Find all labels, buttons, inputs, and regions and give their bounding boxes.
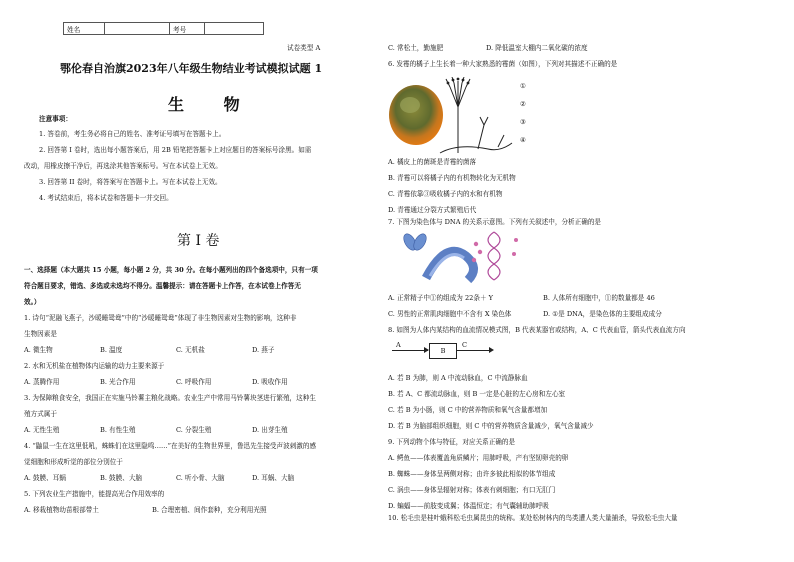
option: A. 蒸腾作用 — [24, 378, 60, 386]
dna-helix — [488, 232, 500, 280]
option: C. 涡虫——身体呈辐射对称；体表有刺细胞；有口无肛门 — [388, 486, 556, 494]
section-line: 一、选择题（本大题共 15 小题，每小题 2 分，共 30 分。在每小题列出的四个备选项中，只有一项 — [24, 266, 318, 274]
section-line: 符合题目要求，错选、多选或未选均不得分。温馨提示：请在答题卡上作答，在本试卷上作答无 — [24, 282, 301, 290]
option: A. 橘皮上的菌斑是青霉的菌落 — [388, 158, 477, 166]
section-line: 效。） — [24, 298, 41, 306]
question-2: 2. 水和无机盐在植物体内运输的动力主要来源于 — [24, 362, 165, 370]
option: D. 蝙蝠——前肢变成翼；体温恒定；有气囊辅助肺呼吸 — [388, 502, 549, 510]
penicillium-drawing — [440, 77, 512, 153]
option: D. 耳蜗、大脑 — [252, 474, 295, 482]
subject-title: 生 物 — [168, 95, 242, 114]
option: A. 正常精子中①的组成为 22条＋ Y — [388, 294, 494, 302]
figure-label: ① — [520, 82, 526, 90]
volume-heading: 第 I 卷 — [177, 233, 220, 249]
option: B. 合理密植、间作套种，充分利用光照 — [152, 506, 267, 514]
question-1-cont: 生物因素是 — [24, 330, 57, 338]
option: B. 光合作用 — [100, 378, 136, 386]
option: A. 鼓膜、耳蜗 — [24, 474, 66, 482]
option: C. 男性的正常肌肉细胞中不含有 X 染色体 — [388, 310, 512, 318]
option: A. 鳄鱼——体表覆盖角质鳞片；用肺呼吸，产有坚韧卵壳的卵 — [388, 454, 569, 462]
option: A. 微生物 — [24, 346, 53, 354]
option: B. 鼓膜、大脑 — [100, 474, 143, 482]
option: D. 青霉通过分裂方式繁殖后代 — [388, 206, 477, 214]
option: C. 无机盐 — [176, 346, 205, 354]
question-3-cont: 殖方式属于 — [24, 410, 57, 418]
option: D. 降低温室大棚内二氧化碳的浓度 — [486, 44, 588, 52]
note-item: 1. 答卷前，考生务必将自己的姓名、准考证号填写在答题卡上。 — [39, 130, 226, 138]
option: A. 无性生殖 — [24, 426, 60, 434]
option: B. 温度 — [100, 346, 123, 354]
blood-flow-figure — [390, 341, 495, 359]
option: A. 移栽植物幼苗根部带土 — [24, 506, 99, 514]
question-8: 8. 如图为人体内某结构的血流情况模式图，B 代表某器官或结构，A、C 代表血管，箭头代表血流方向 — [388, 326, 686, 334]
name-field[interactable] — [105, 23, 170, 35]
name-label: 姓名 — [64, 23, 105, 35]
option: B. 青霉可以将橘子内的有机物转化为无机物 — [388, 174, 516, 182]
option: B. 人体所有细胞中，①的数量都是 46 — [543, 294, 655, 302]
option: D. 吸收作用 — [252, 378, 288, 386]
question-3: 3. 为保障粮食安全，我国正在实施马铃薯主粮化战略。农业生产中常用马铃薯块茎进行繁殖，这种生 — [24, 394, 316, 402]
organ-b-box: B — [429, 343, 457, 359]
option: D. 若 B 为脑部组织细胞，则 C 中的营养物质含量减少，氧气含量减少 — [388, 422, 594, 430]
question-1: 1. 诗句“泥融飞燕子，沙暖睡鸳鸯”中的“沙暖睡鸳鸯”体现了非生物因素对生物的影响，这种非 — [24, 314, 297, 322]
option: B. 若 A、C 都流动脉血，则 B 一定是心脏的左心房和左心室 — [388, 390, 566, 398]
option: D. 燕子 — [252, 346, 275, 354]
question-6: 6. 发霉的橘子上生长着一种大家熟悉的霉菌（如图），下列对其描述不正确的是 — [388, 60, 618, 68]
figure-label: ④ — [520, 136, 526, 144]
orange-image — [389, 85, 443, 145]
option: D. ①是 DNA，是染色体的主要组成成分 — [543, 310, 662, 318]
chromosome-dna-figure — [396, 230, 524, 286]
option: C. 听小骨、大脑 — [176, 474, 225, 482]
option: B. 有性生殖 — [100, 426, 136, 434]
option: D. 出芽生殖 — [252, 426, 288, 434]
note-item: 改动，用橡皮擦干净后，再选涂其他答案标号。写在本试卷上无效。 — [24, 162, 222, 170]
exam-no-label: 考号 — [170, 23, 205, 35]
figure-label: ③ — [520, 118, 526, 126]
notes-heading: 注意事项： — [39, 115, 72, 123]
question-5: 5. 下列农业生产措施中，能提高光合作用效率的 — [24, 490, 165, 498]
question-4-cont: 觉细胞和形成听觉的部位分别位于 — [24, 458, 123, 466]
question-7: 7. 下图为染色体与 DNA 的关系示意图。下列有关叙述中，分析正确的是 — [388, 218, 602, 226]
option: A. 若 B 为肺，则 A 中流动脉血，C 中流静脉血 — [388, 374, 528, 382]
question-9: 9. 下列动物个体与特征，对应关系正确的是 — [388, 438, 516, 446]
note-item: 2. 回答第 I 卷时，选出每小题答案后，用 2B 铅笔把答题卡上对应题目的答案标号涂黑。如需 — [39, 146, 312, 154]
exam-no-field[interactable] — [205, 23, 264, 35]
option: C. 若 B 为小肠，则 C 中的营养物质和氧气含量都增加 — [388, 406, 548, 414]
mold-figure — [388, 77, 528, 155]
option: C. 常松土，勤施肥 — [388, 44, 444, 52]
paper-type: 试卷类型 A — [287, 44, 321, 52]
question-4: 4. “鼬鼠一生在这里低吼，蛛蛛们在这里隐鸣……”在美好的生物世界里，鲁迅先生接受声波刺激的感 — [24, 442, 317, 450]
option: C. 分裂生殖 — [176, 426, 212, 434]
option: B. 蜘蛛——身体呈两侧对称；由许多彼此相似的体节组成 — [388, 470, 556, 478]
note-item: 3. 回答第 II 卷时，将答案写在答题卡上。写在本试卷上无效。 — [39, 178, 222, 186]
option: C. 青霉依靠③吸收橘子内的水和有机物 — [388, 190, 503, 198]
figure-label: ② — [520, 100, 526, 108]
vessel-a-label: A — [396, 341, 401, 349]
note-item: 4. 考试结束后，将本试卷和答题卡一并交回。 — [39, 194, 173, 202]
option: C. 呼吸作用 — [176, 378, 212, 386]
vessel-c-label: C — [462, 341, 468, 349]
question-10: 10. 松毛虫是桂叶蛾科松毛虫属昆虫的统称。某处松树林内的鸟类遭人类大量捕杀，导致松毛虫大量 — [388, 514, 678, 522]
name-exam-box — [63, 22, 264, 35]
exam-title: 鄂伦春自治旗2023年八年级生物结业考试模拟试题 1 — [60, 62, 323, 75]
